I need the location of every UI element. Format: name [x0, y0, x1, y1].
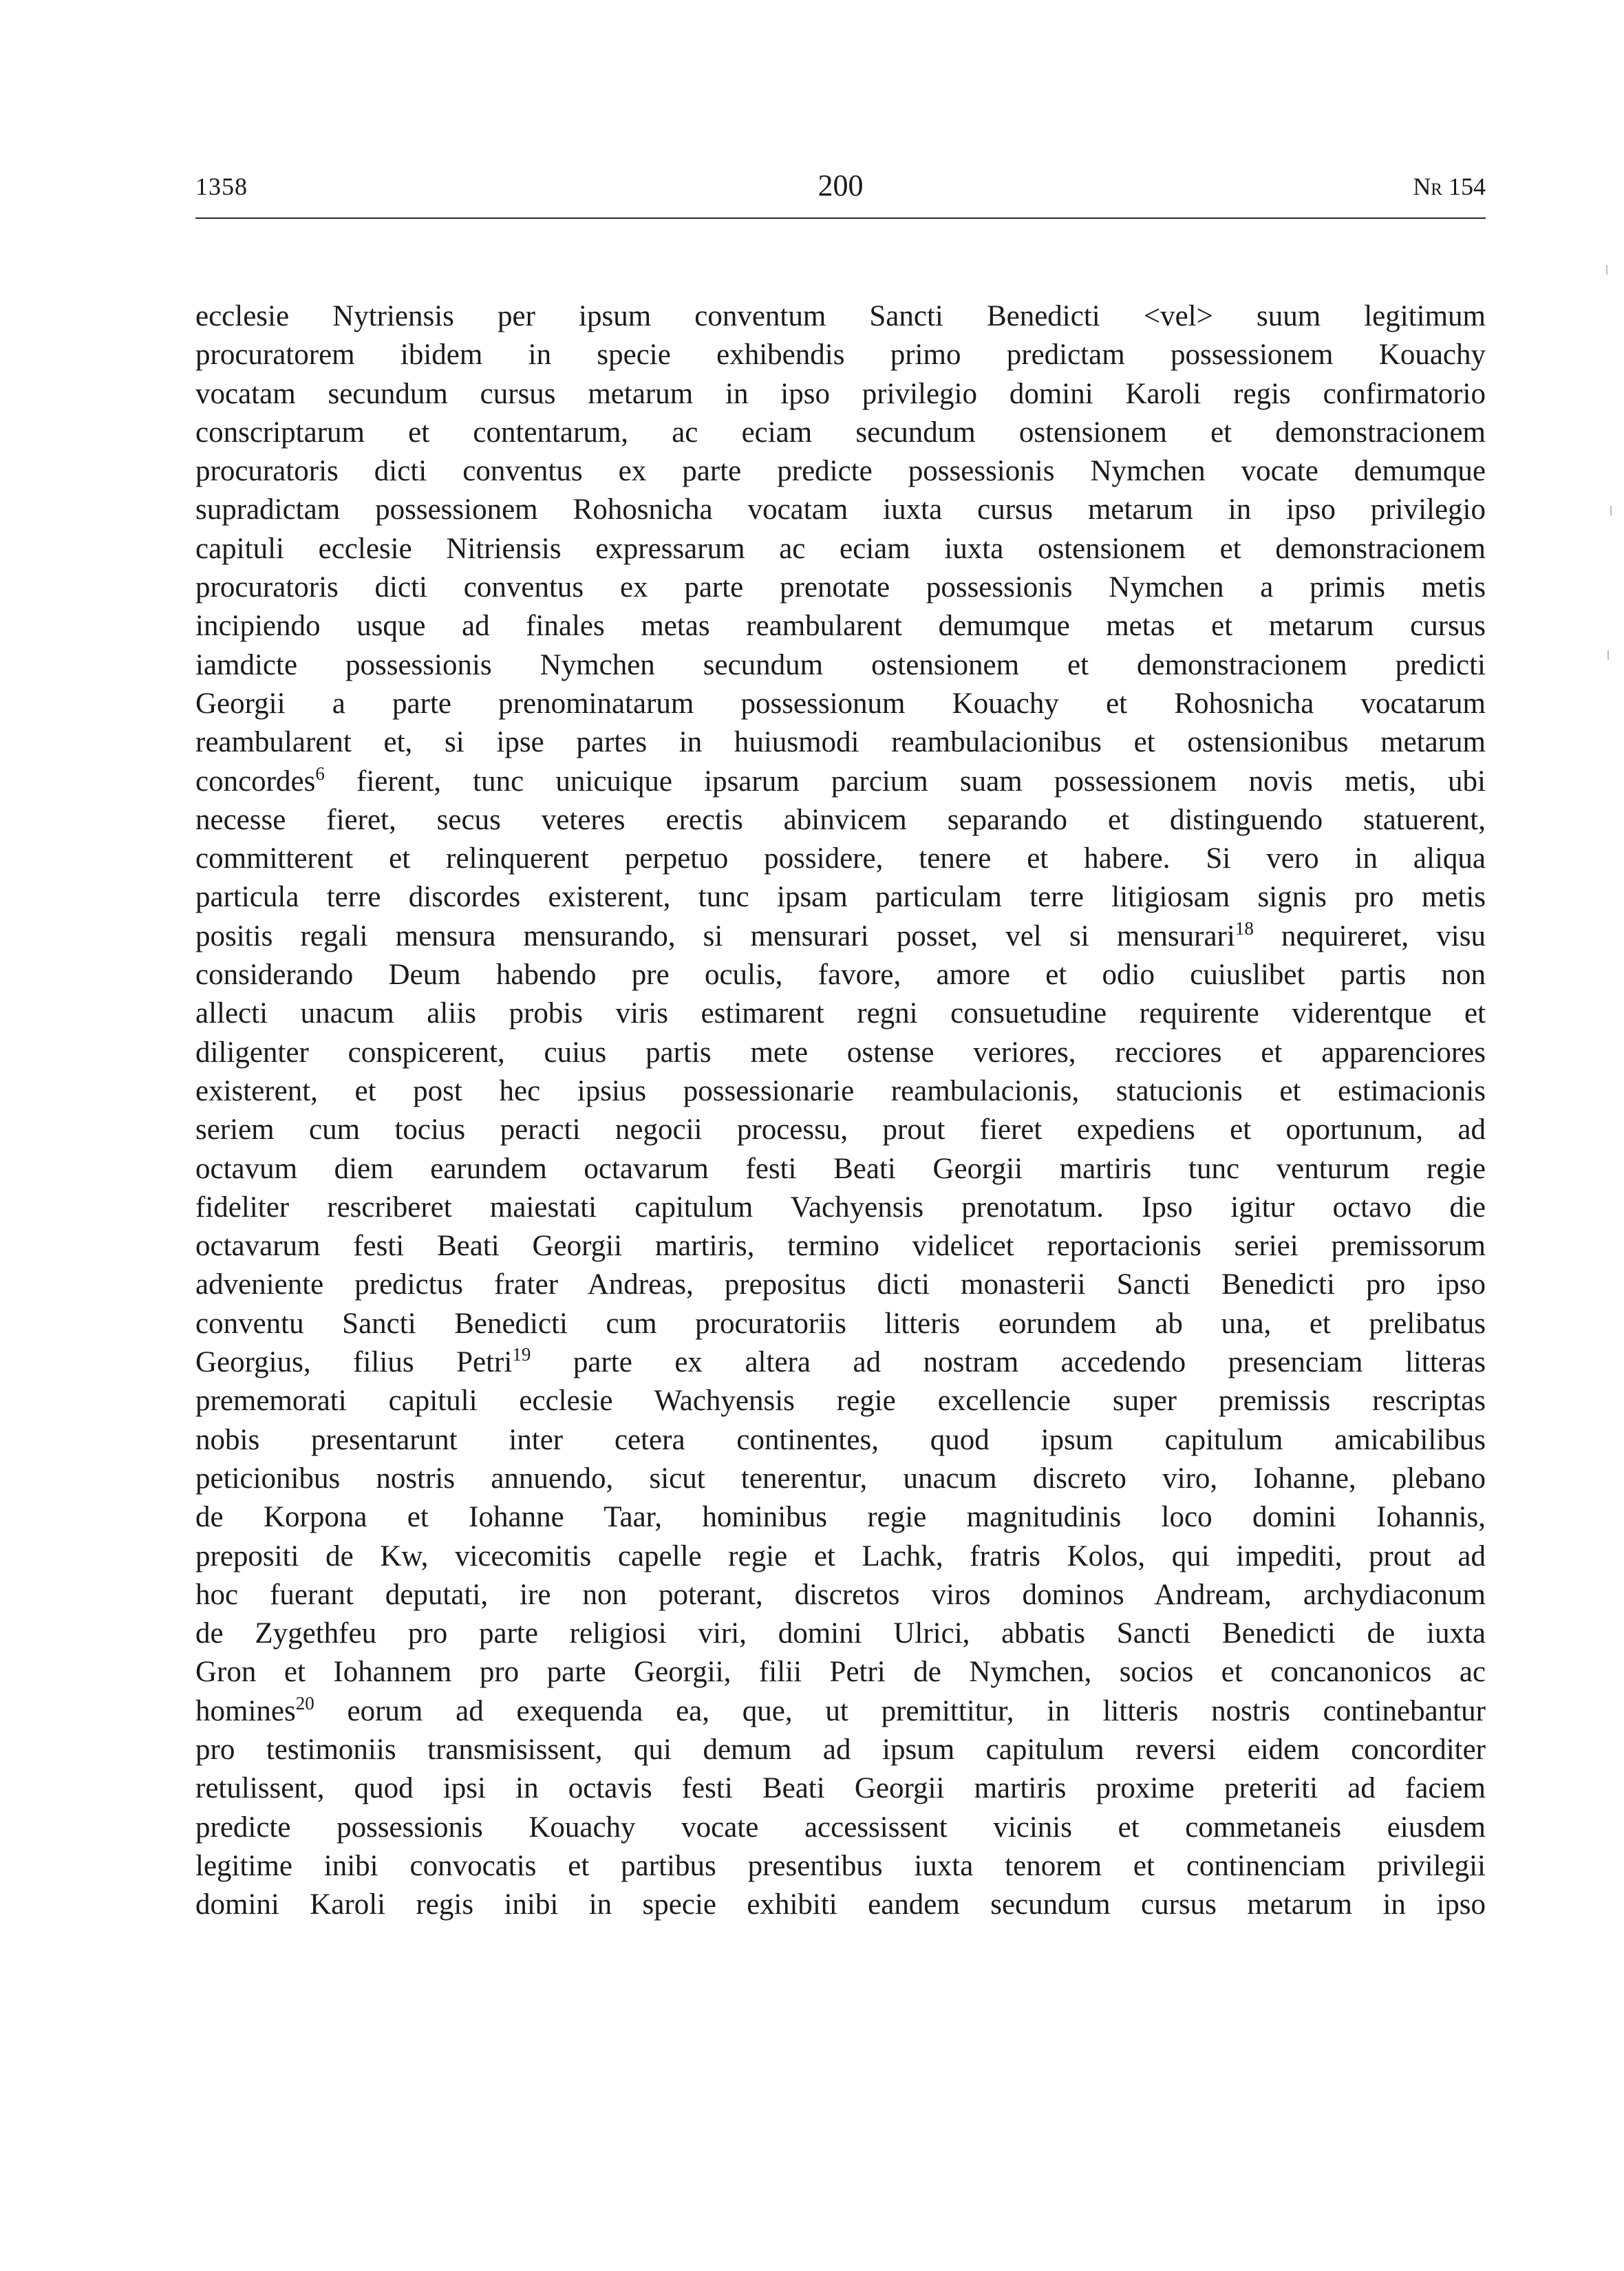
line-text-before-footnote: concordes	[195, 765, 316, 798]
running-header	[195, 168, 1486, 219]
text-line: procuratorem ibidem in specie exhibendis primo predictam possessionem Kouachy	[195, 339, 1486, 372]
document-number-value: 154	[1449, 173, 1486, 200]
text-line: de Zygethfeu pro parte religiosi viri, domini Ulrici, abbatis Sancti Benedicti de iuxta	[195, 1617, 1486, 1650]
line-text-before-footnote: positis regali mensura mensurando, si mensurari posset, vel si mensurari	[195, 919, 1235, 952]
text-line: pro testimoniis transmisissent, qui demum ad ipsum capitulum reversi eidem concorditer	[195, 1733, 1486, 1766]
text-line: conventu Sancti Benedicti cum procuratoriis litteris eorundem ab una, et prelibatus	[195, 1307, 1486, 1340]
text-line: seriem cum tocius peracti negocii processu, prout fieret expediens et oportunum, ad	[195, 1113, 1486, 1147]
text-line: fideliter rescriberet maiestati capitulum Vachyensis prenotatum. Ipso igitur octavo die	[195, 1191, 1486, 1224]
scan-margin-mark	[1607, 650, 1609, 660]
text-line: legitime inibi convocatis et partibus presentibus iuxta tenorem et continenciam privilegii	[195, 1849, 1486, 1882]
text-line: octavarum festi Beati Georgii martiris, termino videlicet reportacionis seriei premissorum	[195, 1230, 1486, 1263]
document-number	[1413, 172, 1486, 201]
text-line: committerent et relinquerent perpetuo possidere, tenere et habere. Si vero in aliqua	[195, 842, 1486, 875]
text-line: nobis presentarunt inter cetera continentes, quod ipsum capitulum amicabilibus	[195, 1423, 1486, 1456]
text-line: procuratoris dicti conventus ex parte prenotate possessionis Nymchen a primis metis	[195, 571, 1486, 604]
text-line	[195, 763, 1486, 801]
text-line: hoc fuerant deputati, ire non poterant, discretos viros dominos Andream, archydiaconum	[195, 1578, 1486, 1611]
line-text-after-footnote: fierent, tunc unicuique ipsarum parcium suam possessionem novis metis, ubi	[324, 765, 1486, 798]
header-year: 1358	[195, 173, 248, 200]
text-line: incipiendo usque ad finales metas reambularent demumque metas et metarum cursus	[195, 610, 1486, 643]
scan-margin-mark	[1610, 506, 1612, 515]
text-line: supradictam possessionem Rohosnicha vocatam iuxta cursus metarum in ipso privilegio	[195, 493, 1486, 526]
text-line: domini Karoli regis inibi in specie exhibiti eandem secundum cursus metarum in ipso	[195, 1888, 1486, 1921]
text-line: iamdicte possessionis Nymchen secundum ostensionem et demonstracionem predicti	[195, 648, 1486, 681]
text-line: prememorati capituli ecclesie Wachyensis regie excellencie super premissis rescriptas	[195, 1385, 1486, 1418]
line-text-after-footnote: parte ex altera ad nostram accedendo presenciam litteras	[531, 1346, 1486, 1379]
text-line: vocatam secundum cursus metarum in ipso privilegio domini Karoli regis confirmatorio	[195, 377, 1486, 410]
text-line: particula terre discordes existerent, tunc ipsam particulam terre litigiosam signis pro metis	[195, 881, 1486, 914]
text-line: peticionibus nostris annuendo, sicut tenerentur, unacum discreto viro, Iohanne, plebano	[195, 1462, 1486, 1495]
text-line: octavum diem earundem octavarum festi Beati Georgii martiris tunc venturum regie	[195, 1152, 1486, 1185]
text-line: ecclesie Nytriensis per ipsum conventum Sancti Benedicti <vel> suum legitimum	[195, 300, 1486, 332]
text-line	[195, 1343, 1486, 1382]
line-text-after-footnote: eorum ad exequenda ea, que, ut premittitur, in litteris nostris continebantur	[314, 1694, 1486, 1727]
scan-margin-mark	[1606, 265, 1607, 275]
line-text-after-footnote: nequireret, visu	[1253, 919, 1486, 952]
text-line: de Korpona et Iohanne Taar, hominibus regie magnitudinis loco domini Iohannis,	[195, 1501, 1486, 1534]
footnote-marker: 20	[295, 1692, 314, 1714]
line-text-before-footnote: Georgius, filius Petri	[195, 1346, 513, 1379]
text-line: allecti unacum aliis probis viris estimarent regni consuetudine requirente viderentque et	[195, 997, 1486, 1030]
footnote-marker: 18	[1235, 917, 1254, 939]
text-line: conscriptarum et contentarum, ac eciam secundum ostensionem et demonstracionem	[195, 416, 1486, 449]
line-text-before-footnote: homines	[195, 1694, 296, 1727]
text-line: necesse fieret, secus veteres erectis abinvicem separando et distinguendo statuerent,	[195, 803, 1486, 836]
main-text-body	[195, 297, 1486, 1924]
footnote-marker: 19	[512, 1344, 531, 1365]
text-line: diligenter conspicerent, cuius partis mete ostense veriores, recciores et apparenciores	[195, 1036, 1486, 1069]
text-line	[195, 917, 1486, 956]
text-line: prepositi de Kw, vicecomitis capelle regie et Lachk, fratris Kolos, qui impediti, prout ad	[195, 1539, 1486, 1572]
page-number: 200	[818, 169, 864, 202]
text-line: retulissent, quod ipsi in octavis festi Beati Georgii martiris proxime preteriti ad faciem	[195, 1772, 1486, 1805]
text-line: Gron et Iohannem pro parte Georgii, filii Petri de Nymchen, socios et concanonicos ac	[195, 1656, 1486, 1689]
text-line: capituli ecclesie Nitriensis expressarum ac eciam iuxta ostensionem et demonstracionem	[195, 532, 1486, 565]
text-line: adveniente predictus frater Andreas, prepositus dicti monasterii Sancti Benedicti pro ipso	[195, 1268, 1486, 1301]
footnote-marker: 6	[315, 763, 325, 784]
text-line: predicte possessionis Kouachy vocate accessissent vicinis et commetaneis eiusdem	[195, 1811, 1486, 1844]
text-line: procuratoris dicti conventus ex parte predicte possessionis Nymchen vocate demumque	[195, 455, 1486, 488]
text-line: reambularent et, si ipse partes in huiusmodi reambulacionibus et ostensionibus metarum	[195, 726, 1486, 759]
text-line: Georgii a parte prenominatarum possessionum Kouachy et Rohosnicha vocatarum	[195, 687, 1486, 720]
document-number-prefix: Nr	[1413, 173, 1442, 200]
text-line	[195, 1692, 1486, 1731]
text-line: existerent, et post hec ipsius possessionarie reambulacionis, statucionis et estimacionis	[195, 1074, 1486, 1107]
text-line: considerando Deum habendo pre oculis, favore, amore et odio cuiuslibet partis non	[195, 959, 1486, 992]
